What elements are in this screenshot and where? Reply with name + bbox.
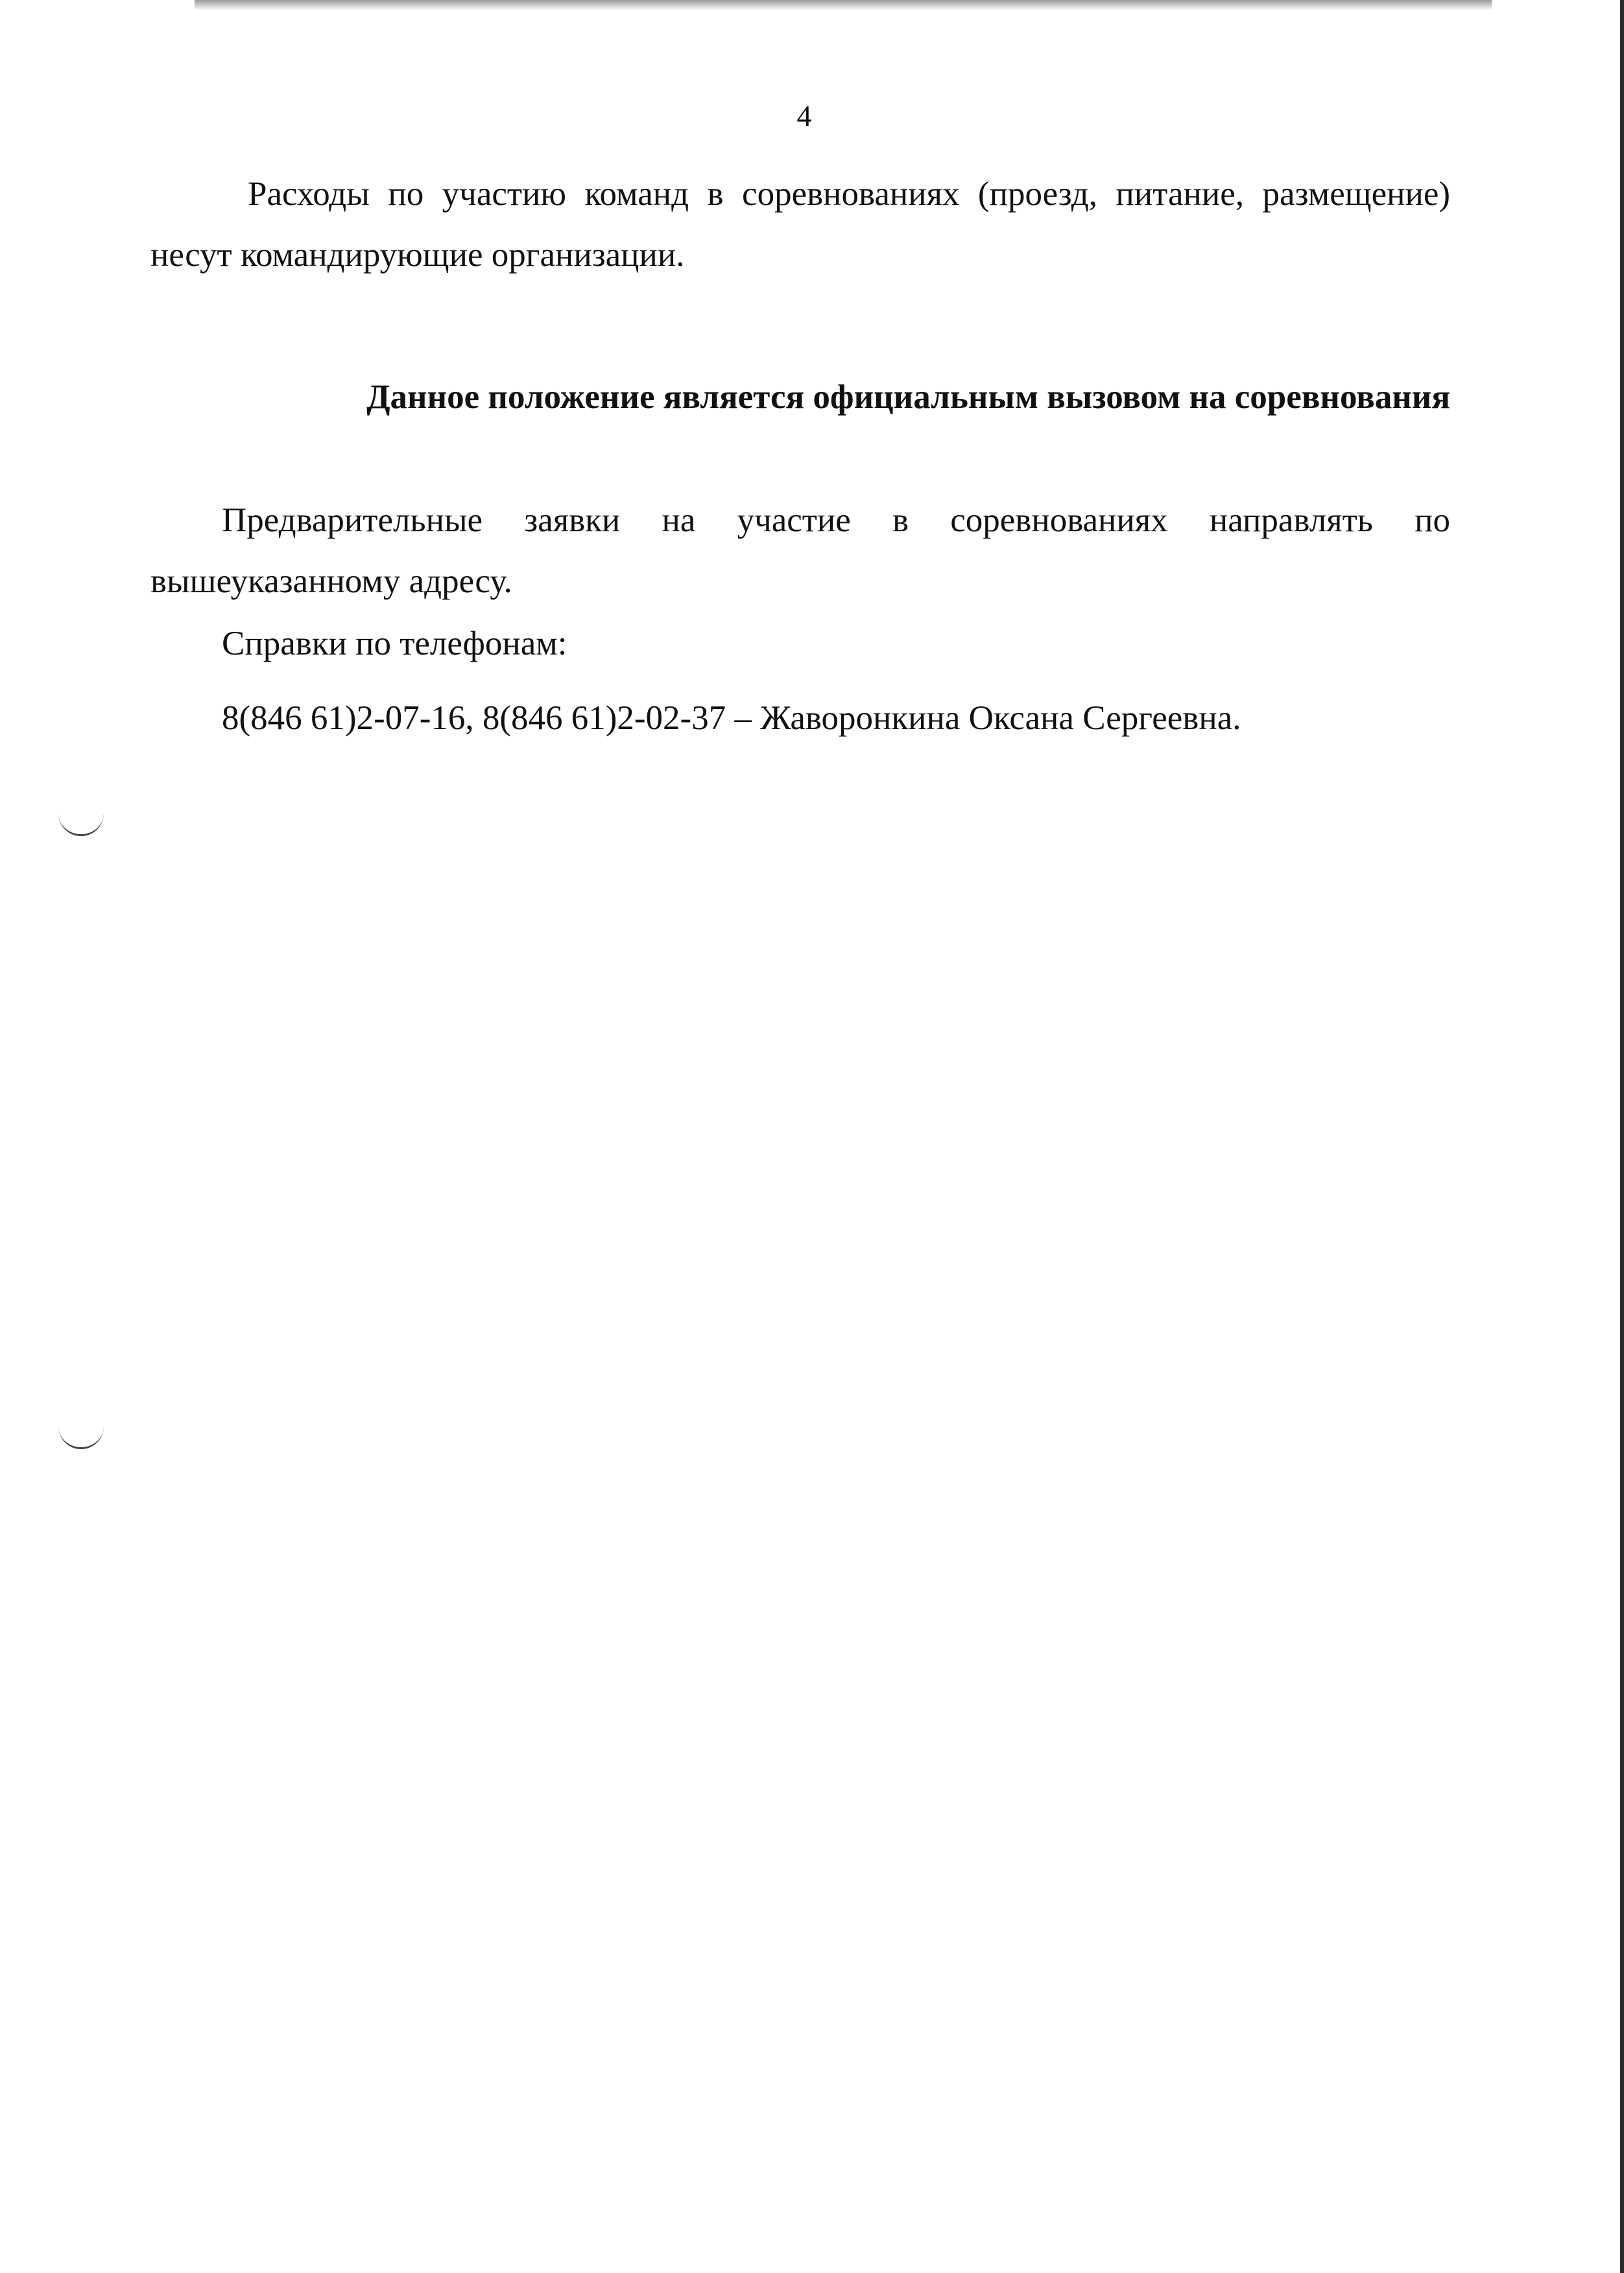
scan-edge-shadow bbox=[195, 0, 1492, 10]
punch-hole-mark bbox=[58, 1417, 104, 1449]
inquiries-label: Справки по телефонам: bbox=[222, 625, 567, 662]
page-number: 4 bbox=[796, 99, 812, 132]
official-call-heading: Данное положение является официальным вызовом на соревнования bbox=[366, 378, 1450, 416]
applications-paragraph: Предварительные заявки на участие в соревнованиях направлять по вышеуказанному адресу. bbox=[150, 501, 1450, 600]
contact-phones-line: 8(846 61)2-07-16, 8(846 61)2-02-37 – Жаворонкина Оксана Сергеевна. bbox=[222, 699, 1241, 737]
scan-right-border bbox=[1620, 0, 1624, 2273]
expenses-paragraph: Расходы по участию команд в соревнованиях (проезд, питание, размещение) несут командирующие организации. bbox=[150, 175, 1450, 274]
punch-hole-mark bbox=[58, 804, 104, 836]
